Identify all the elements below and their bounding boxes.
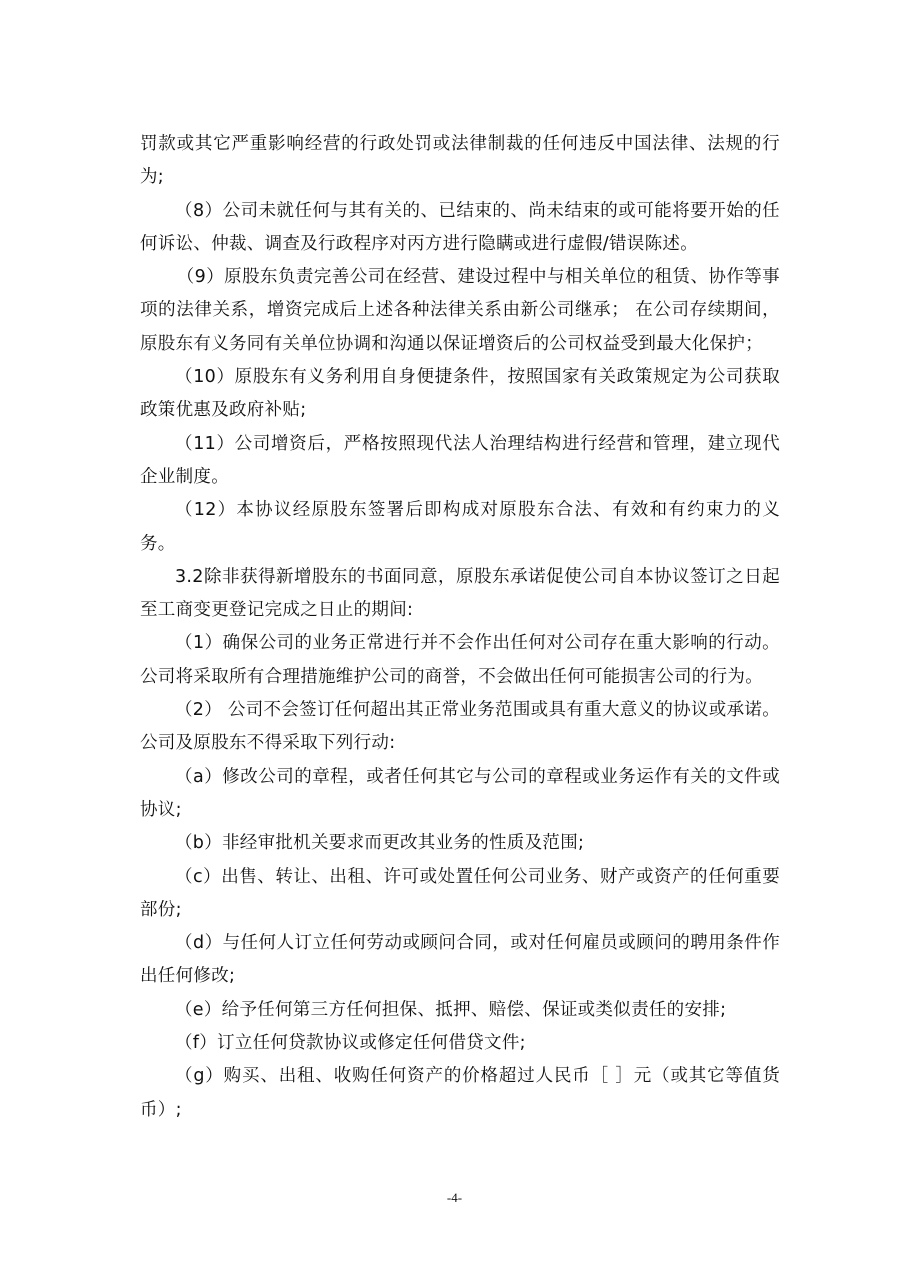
paragraph-sub-item-2: （2） 公司不会签订任何超出其正常业务范围或具有重大意义的协议或承诺。公司及原股东不得采取下列行动: [140, 700, 780, 754]
paragraph-sub-item-1: （1）确保公司的业务正常进行并不会作出任何对公司存在重大影响的行动。公司将采取所有合理措施维护公司的商誉，不会做出任何可能损害公司的行为。 [140, 633, 780, 687]
paragraph-item-11: （11）公司增资后，严格按照现代法人治理结构进行经营和管理，建立现代企业制度。 [140, 433, 780, 487]
paragraph-sub-item-e: （e）给予任何第三方任何担保、抵押、赔偿、保证或类似责任的安排; [175, 999, 727, 1020]
paragraph-sub-item-b: （b）非经审批机关要求而更改其业务的性质及范围; [175, 833, 585, 854]
paragraph-item-8: （8）公司未就任何与其有关的、已结束的、尚未结束的或可能将要开始的任何诉讼、仲裁、调查及行政程序对丙方进行隐瞒或进行虚假/错误陈述。 [140, 200, 780, 254]
paragraph-item-9: （9）原股东负责完善公司在经营、建设过程中与相关单位的租赁、协作等事项的法律关系，增资完成后上述各种法律关系由新公司继承； 在公司存续期间，原股东有义务同有关单位协调和沟通以保证增资后的公司权益受到最大化保护； [140, 267, 780, 354]
document-body [140, 128, 780, 1127]
paragraph-continuation: 罚款或其它严重影响经营的行政处罚或法律制裁的任何违反中国法律、法规的行为; [140, 134, 780, 188]
paragraph-sub-item-d: （d）与任何人订立任何劳动或顾问合同，或对任何雇员或顾问的聘用条件作出任何修改; [140, 933, 780, 987]
paragraph-sub-item-f: （f）订立任何贷款协议或修定任何借贷文件; [175, 1033, 526, 1054]
paragraph-sub-item-a: （a）修改公司的章程，或者任何其它与公司的章程或业务运作有关的文件或协议; [140, 766, 780, 820]
paragraph-item-12: （12）本协议经原股东签署后即构成对原股东合法、有效和有约束力的义务。 [140, 500, 780, 554]
page-number: -4- [446, 1190, 463, 1205]
paragraph-item-10: （10）原股东有义务利用自身便捷条件，按照国家有关政策规定为公司获取政策优惠及政府补贴; [140, 367, 780, 421]
paragraph-sub-item-g: （g）购买、出租、收购任何资产的价格超过人民币［ ］元（或其它等值货币）; [140, 1066, 780, 1120]
paragraph-section-3-2: 3.2除非获得新增股东的书面同意，原股东承诺促使公司自本协议签订之日起至工商变更登记完成之日止的期间: [140, 566, 780, 621]
paragraph-sub-item-c: （c）出售、转让、出租、许可或处置任何公司业务、财产或资产的任何重要部份; [140, 866, 780, 920]
